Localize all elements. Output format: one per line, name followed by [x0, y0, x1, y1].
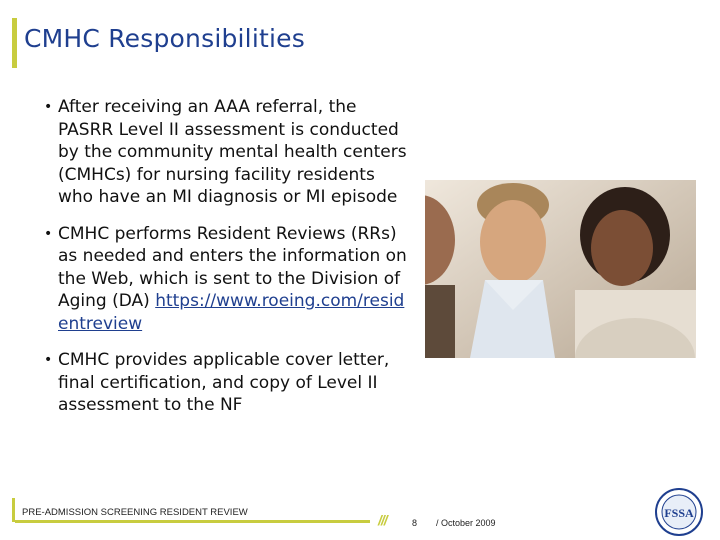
bullet-item-resident-reviews: [44, 223, 414, 336]
footer-accent-bar: [12, 498, 15, 522]
bullet-dot: •: [44, 352, 53, 368]
bullet-text: CMHC performs Resident Reviews (RRs) as needed and enters the information on the Web, which is sent to the Division of Aging (DA): [58, 223, 407, 311]
footer-label: PRE-ADMISSION SCREENING RESIDENT REVIEW: [22, 507, 248, 518]
bullet-item-referral: [44, 96, 414, 209]
footer-accent-line: [15, 520, 370, 523]
page-number: 8: [412, 518, 418, 528]
svg-text:FSSA: FSSA: [664, 506, 694, 520]
bullet-dot: •: [44, 225, 53, 242]
resident-review-link[interactable]: https://www.roeing.com/residentreview: [58, 291, 405, 334]
footer-separator: ///: [378, 512, 387, 528]
bullet-text: CMHC provides applicable cover letter, final certification, and copy of Level II assessment to the NF: [58, 350, 390, 415]
bullet-list: [44, 96, 414, 431]
photo-image: [425, 180, 696, 358]
photo-illustration: [425, 180, 696, 358]
fssa-logo: [655, 488, 703, 536]
title-accent-bar: [12, 18, 17, 68]
slide-title: CMHC Responsibilities: [24, 24, 305, 53]
fssa-logo-icon: [655, 488, 703, 536]
bullet-text: After receiving an AAA referral, the PASRR Level II assessment is conducted by the community mental health centers (CMHCs) for nursing facility residents who have an MI diagnosis or MI episode: [58, 97, 407, 207]
bullet-item-cover-letter: [44, 349, 414, 417]
bullet-dot: •: [44, 99, 53, 115]
footer-date: / October 2009: [436, 518, 496, 528]
